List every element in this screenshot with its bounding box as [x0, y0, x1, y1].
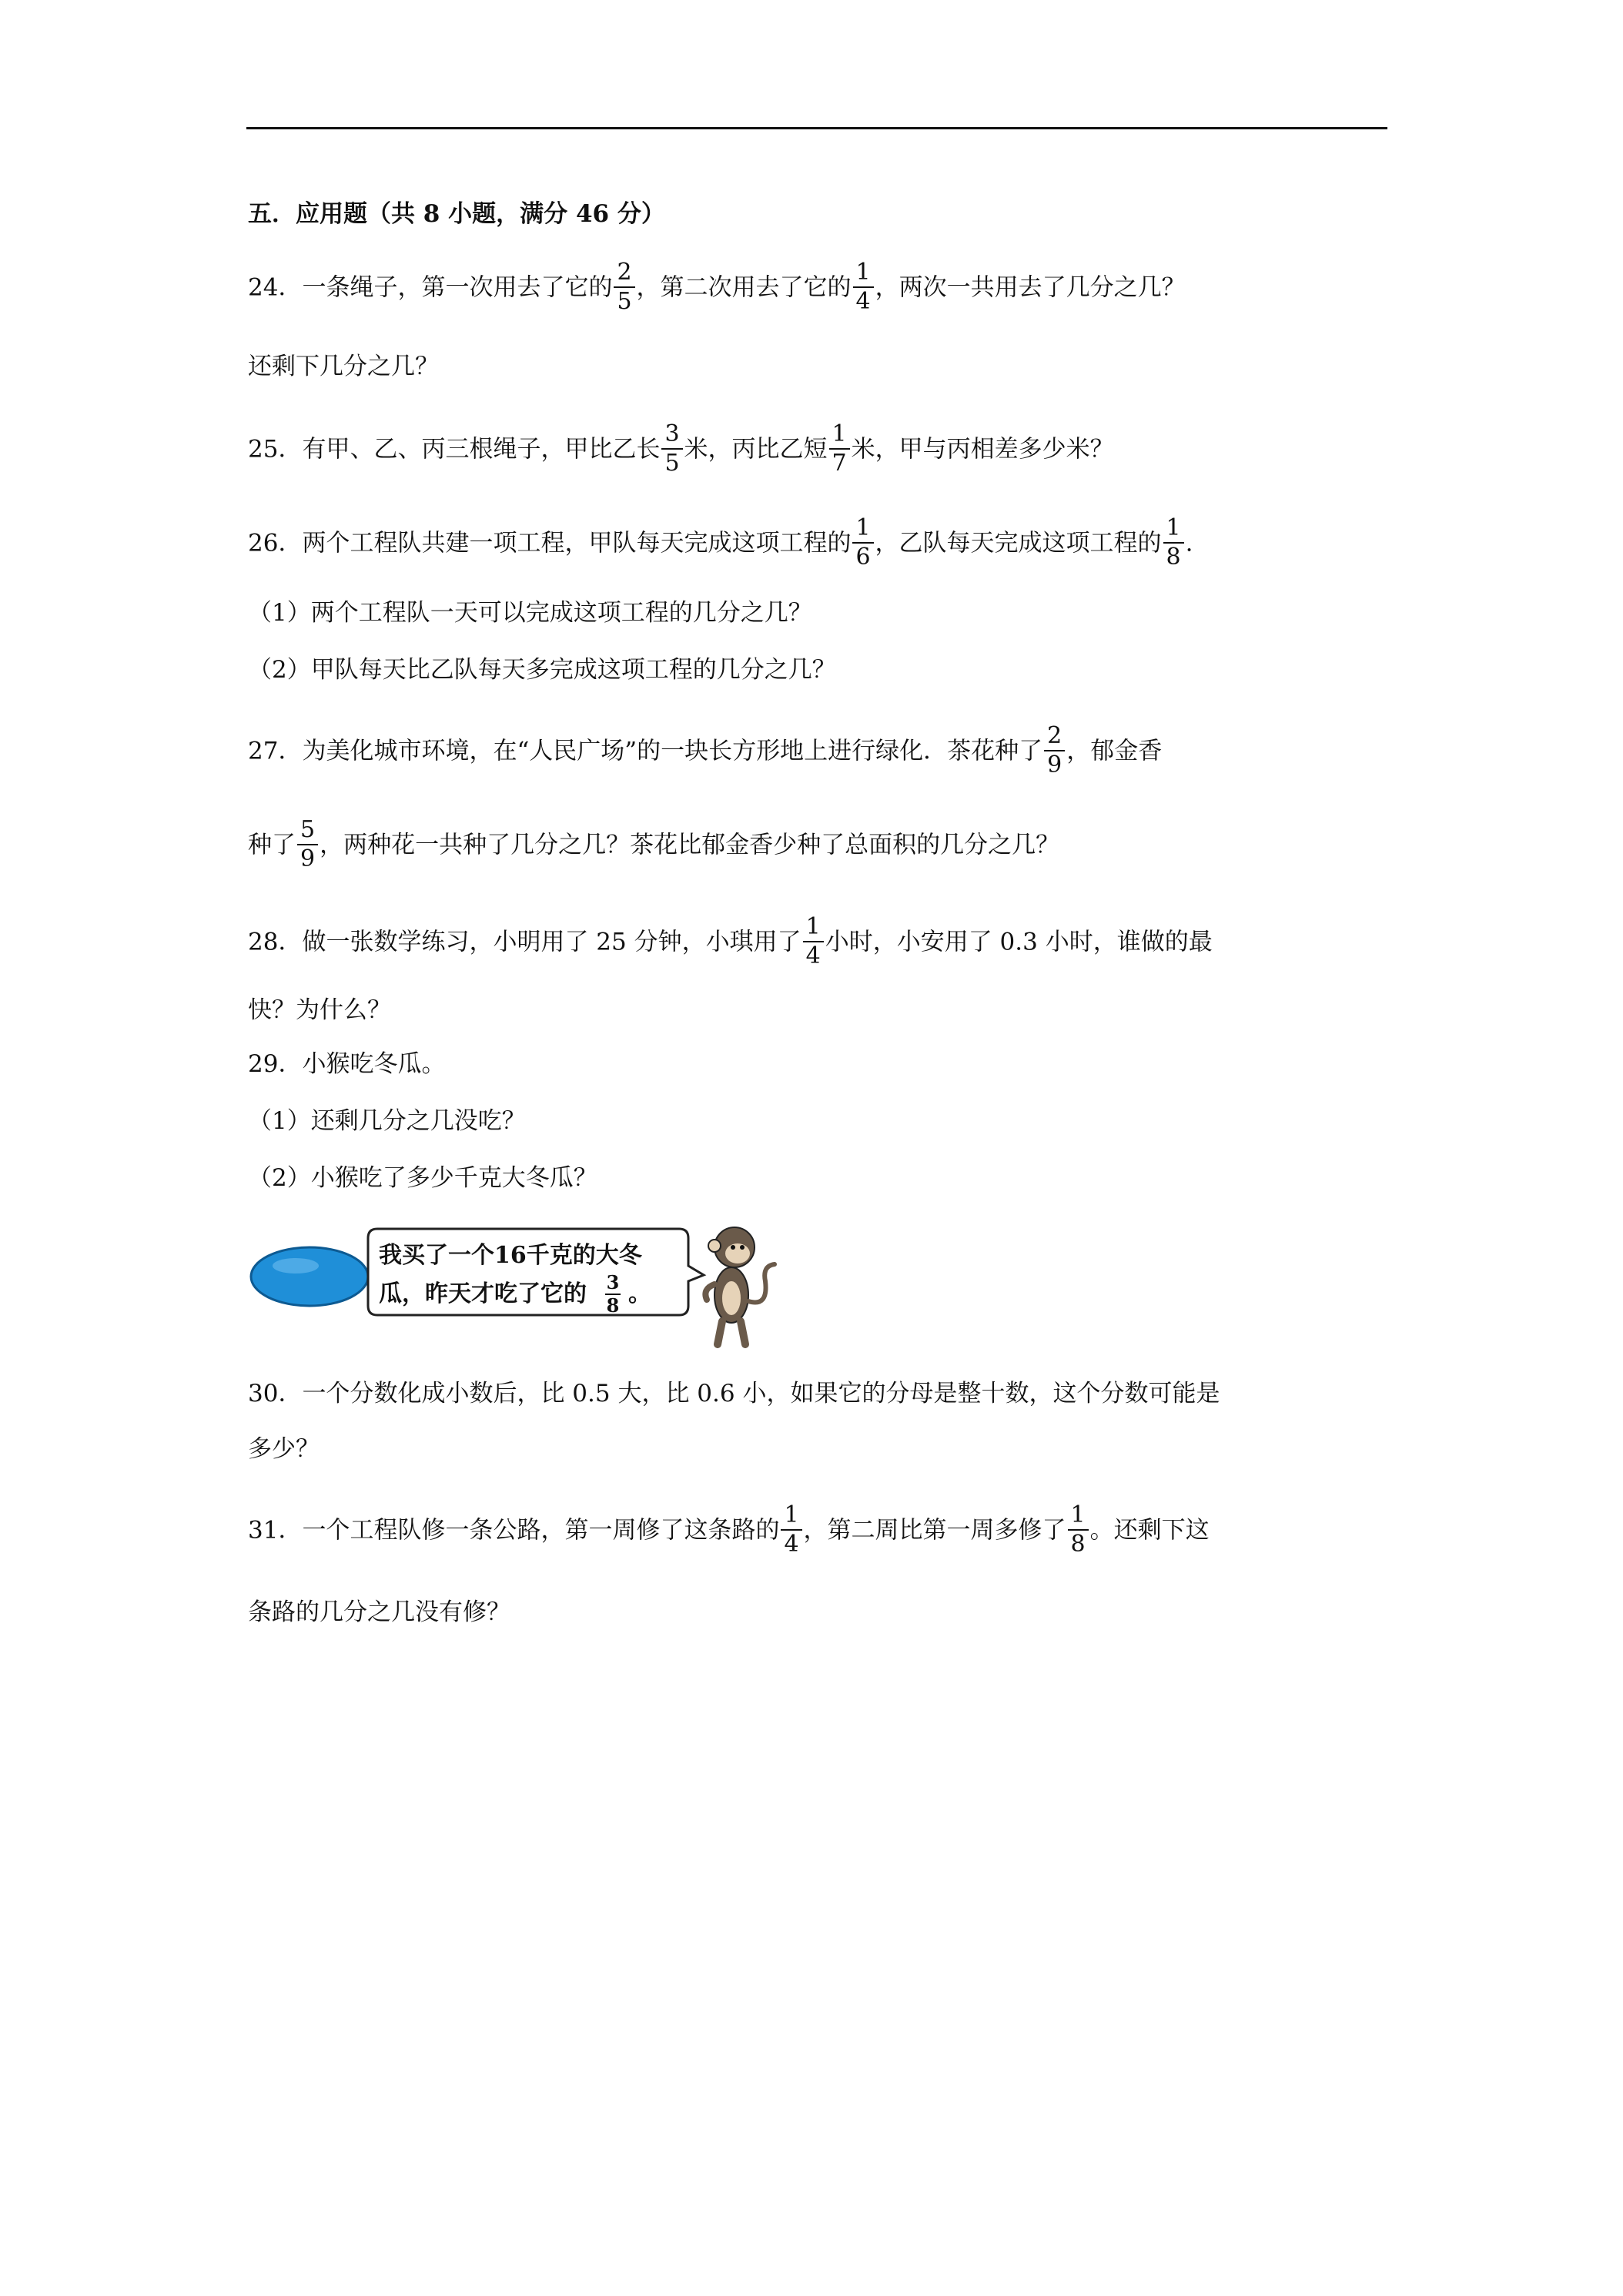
bubble-line1: 我买了一个16千克的大冬 [379, 1242, 642, 1269]
denominator: 7 [832, 450, 847, 477]
question-26 [248, 516, 1193, 573]
denominator: 5 [664, 450, 680, 477]
fraction [614, 259, 634, 316]
fraction [1163, 514, 1184, 571]
fraction [853, 259, 874, 316]
header-rule [246, 127, 1387, 129]
monkey-icon [705, 1227, 775, 1344]
question-29-title: 29．小猴吃冬瓜。 [248, 1050, 446, 1078]
q27-text-b: ，郁金香 [1066, 737, 1163, 765]
question-29-part1: （1）还剩几分之几没吃？ [248, 1107, 526, 1135]
q24-text-b: ，第二次用去了它的 [636, 273, 852, 302]
q27-text-c: 种了 [248, 831, 296, 859]
q25-text-b: 米，丙比乙短 [684, 435, 828, 464]
q28-text-a: 28．做一张数学练习，小明用了 25 分钟，小琪用了 [248, 928, 801, 956]
denominator: 8 [1166, 544, 1181, 571]
question-27-line2 [248, 818, 1059, 875]
winter-melon-icon [251, 1247, 368, 1306]
question-31-line2: 条路的几分之几没有修？ [248, 1598, 510, 1626]
denominator: 4 [855, 288, 871, 315]
fraction [297, 816, 318, 873]
denominator: 9 [1047, 751, 1062, 778]
q26-text-a: 26．两个工程队共建一项工程，甲队每天完成这项工程的 [248, 529, 852, 557]
denominator: 9 [300, 845, 316, 872]
fraction [1044, 722, 1065, 779]
melon-highlight [273, 1258, 319, 1274]
bubble-fraction-denominator: 8 [606, 1294, 620, 1317]
numerator: 1 [781, 1501, 801, 1531]
q24-text-a: 24．一条绳子，第一次用去了它的 [248, 273, 613, 302]
question-24-line1 [248, 260, 1186, 317]
numerator: 1 [1163, 514, 1184, 544]
numerator: 2 [1044, 722, 1065, 751]
q26-text-b: ，乙队每天完成这项工程的 [875, 529, 1162, 557]
question-24-line2: 还剩下几分之几？ [248, 353, 439, 380]
q31-text-b: ，第二周比第一周多修了 [803, 1516, 1066, 1545]
monkey-winter-melon-illustration [248, 1215, 787, 1354]
numerator: 1 [829, 420, 850, 450]
question-26-part2: （2）甲队每天比乙队每天多完成这项工程的几分之几？ [248, 656, 836, 684]
fraction [661, 420, 682, 477]
q25-text-a: 25．有甲、乙、丙三根绳子，甲比乙长 [248, 435, 661, 464]
section-title: 五．应用题（共 8 小题，满分 46 分） [248, 200, 665, 228]
fraction [829, 420, 850, 477]
q24-text-c: ，两次一共用去了几分之几？ [875, 273, 1186, 302]
numerator: 5 [297, 816, 318, 845]
fraction [1068, 1501, 1089, 1558]
q28-text-b: 小时，小安用了 0.3 小时，谁做的最 [825, 928, 1213, 956]
question-30-line2: 多少？ [248, 1435, 320, 1463]
denominator: 4 [805, 942, 821, 969]
numerator: 3 [661, 420, 682, 450]
numerator: 1 [853, 259, 874, 288]
denominator: 5 [617, 288, 632, 315]
bubble-line2: 瓜，昨天才吃了它的 [379, 1280, 587, 1307]
question-31-line1 [248, 1503, 1210, 1560]
bubble-end: 。 [628, 1280, 651, 1307]
q31-text-a: 31．一个工程队修一条公路，第一周修了这条路的 [248, 1516, 780, 1545]
bubble-fraction-numerator: 3 [606, 1271, 620, 1294]
q31-text-c: 。还剩下这 [1089, 1516, 1210, 1545]
fraction [852, 514, 873, 571]
numerator: 1 [803, 913, 824, 942]
fraction [803, 913, 824, 970]
q25-text-c: 米，甲与丙相差多少米？ [851, 435, 1114, 464]
denominator: 4 [784, 1531, 799, 1558]
denominator: 8 [1070, 1531, 1086, 1558]
question-26-part1: （1）两个工程队一天可以完成这项工程的几分之几？ [248, 599, 812, 627]
question-30-line1: 30．一个分数化成小数后，比 0.5 大，比 0.6 小，如果它的分母是整十数，这个分数可能是 [248, 1380, 1220, 1407]
denominator: 6 [855, 544, 871, 571]
numerator: 2 [614, 259, 634, 288]
q27-text-a: 27．为美化城市环境，在“人民广场”的一块长方形地上进行绿化．茶花种了 [248, 737, 1043, 765]
question-25 [248, 422, 1114, 479]
q26-text-c: . [1185, 529, 1193, 557]
question-29-part2: （2）小猴吃了多少千克大冬瓜？ [248, 1164, 597, 1192]
numerator: 1 [852, 514, 873, 544]
question-27-line1 [248, 724, 1162, 781]
q27-text-d: ，两种花一共种了几分之几？茶花比郁金香少种了总面积的几分之几？ [320, 831, 1060, 859]
question-28-line2: 快？为什么？ [248, 996, 391, 1024]
question-28-line1 [248, 915, 1213, 972]
numerator: 1 [1068, 1501, 1089, 1531]
fraction [781, 1501, 801, 1558]
